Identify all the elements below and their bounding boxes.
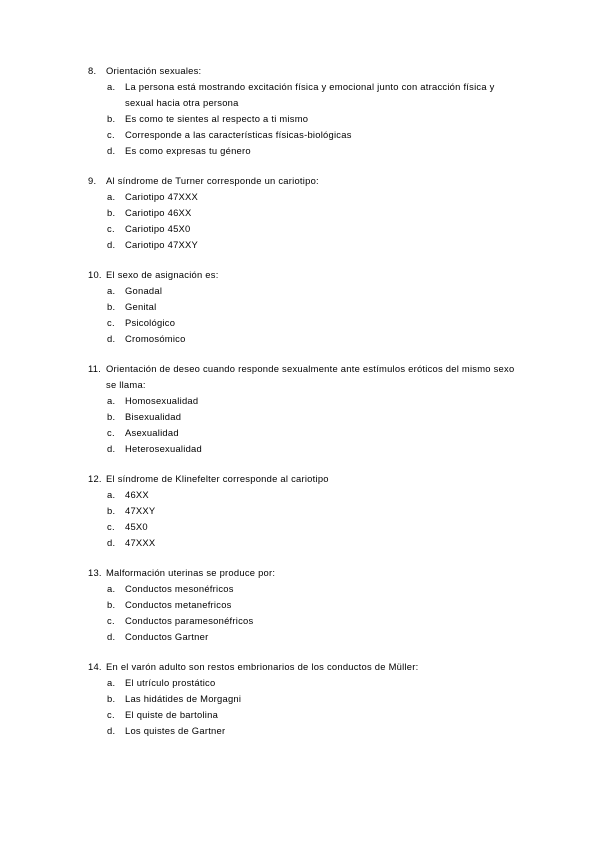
question-header bbox=[88, 361, 518, 393]
option-c bbox=[88, 707, 518, 723]
option-text: Cariotipo 45X0 bbox=[125, 223, 191, 234]
option-letter: b. bbox=[107, 113, 116, 124]
option-list bbox=[88, 675, 518, 739]
option-list bbox=[88, 581, 518, 645]
option-letter: a. bbox=[107, 81, 116, 92]
option-text: Es como expresas tu género bbox=[125, 145, 251, 156]
option-letter: b. bbox=[107, 207, 116, 218]
question-text: Orientación de deseo cuando responde sexualmente ante estímulos eróticos del mismo sexo se llama: bbox=[106, 363, 515, 390]
option-b bbox=[88, 409, 518, 425]
option-d bbox=[88, 723, 518, 739]
option-letter: a. bbox=[107, 489, 116, 500]
option-a bbox=[88, 393, 518, 409]
option-d bbox=[88, 629, 518, 645]
option-list bbox=[88, 393, 518, 457]
option-text: Heterosexualidad bbox=[125, 443, 202, 454]
option-b bbox=[88, 205, 518, 221]
option-text: Conductos mesonéfricos bbox=[125, 583, 234, 594]
option-b bbox=[88, 597, 518, 613]
option-list bbox=[88, 283, 518, 347]
option-text: Asexualidad bbox=[125, 427, 179, 438]
option-letter: d. bbox=[107, 239, 116, 250]
question-14 bbox=[88, 659, 518, 739]
question-text: El sexo de asignación es: bbox=[106, 269, 219, 280]
option-letter: c. bbox=[107, 129, 115, 140]
option-text: Psicológico bbox=[125, 317, 176, 328]
option-text: Gonadal bbox=[125, 285, 163, 296]
question-header bbox=[88, 173, 518, 189]
question-number: 9. bbox=[88, 175, 97, 186]
option-text: 47XXX bbox=[125, 537, 156, 548]
question-header bbox=[88, 471, 518, 487]
option-letter: c. bbox=[107, 709, 115, 720]
option-text: Cariotipo 47XXX bbox=[125, 191, 199, 202]
option-letter: b. bbox=[107, 301, 116, 312]
option-letter: d. bbox=[107, 145, 116, 156]
question-number: 8. bbox=[88, 65, 97, 76]
question-header bbox=[88, 267, 518, 283]
question-11 bbox=[88, 361, 518, 457]
question-number: 13. bbox=[88, 567, 102, 578]
option-text: Cariotipo 47XXY bbox=[125, 239, 199, 250]
option-c bbox=[88, 519, 518, 535]
option-letter: d. bbox=[107, 631, 116, 642]
option-letter: a. bbox=[107, 395, 116, 406]
option-letter: d. bbox=[107, 725, 116, 736]
option-letter: a. bbox=[107, 285, 116, 296]
option-letter: b. bbox=[107, 411, 116, 422]
option-b bbox=[88, 111, 518, 127]
question-12 bbox=[88, 471, 518, 551]
option-text: Conductos paramesonéfricos bbox=[125, 615, 254, 626]
option-d bbox=[88, 143, 518, 159]
option-c bbox=[88, 425, 518, 441]
question-text: Orientación sexuales: bbox=[106, 65, 202, 76]
option-a bbox=[88, 283, 518, 299]
option-letter: a. bbox=[107, 583, 116, 594]
option-letter: c. bbox=[107, 223, 115, 234]
option-text: Conductos Gartner bbox=[125, 631, 209, 642]
option-text: Es como te sientes al respecto a ti mismo bbox=[125, 113, 309, 124]
option-letter: c. bbox=[107, 317, 115, 328]
question-8 bbox=[88, 63, 518, 159]
option-letter: c. bbox=[107, 427, 115, 438]
option-text: La persona está mostrando excitación física y emocional junto con atracción física y sexual hacia otra persona bbox=[125, 81, 495, 108]
question-header bbox=[88, 565, 518, 581]
option-c bbox=[88, 127, 518, 143]
option-text: El quiste de bartolina bbox=[125, 709, 219, 720]
question-9 bbox=[88, 173, 518, 253]
option-letter: b. bbox=[107, 599, 116, 610]
option-letter: d. bbox=[107, 537, 116, 548]
question-header bbox=[88, 659, 518, 675]
option-a bbox=[88, 189, 518, 205]
option-letter: d. bbox=[107, 443, 116, 454]
option-b bbox=[88, 503, 518, 519]
question-text: El síndrome de Klinefelter corresponde al cariotipo bbox=[106, 473, 329, 484]
option-text: Cromosómico bbox=[125, 333, 186, 344]
question-header bbox=[88, 63, 518, 79]
option-letter: b. bbox=[107, 693, 116, 704]
option-c bbox=[88, 315, 518, 331]
option-text: Bisexualidad bbox=[125, 411, 182, 422]
option-text: Corresponde a las características físicas-biológicas bbox=[125, 129, 352, 140]
option-text: 45X0 bbox=[125, 521, 148, 532]
question-10 bbox=[88, 267, 518, 347]
option-a bbox=[88, 675, 518, 691]
option-letter: a. bbox=[107, 677, 116, 688]
option-text: El utrículo prostático bbox=[125, 677, 216, 688]
option-text: Los quistes de Gartner bbox=[125, 725, 226, 736]
option-text: 47XXY bbox=[125, 505, 156, 516]
question-number: 12. bbox=[88, 473, 102, 484]
option-letter: c. bbox=[107, 615, 115, 626]
question-number: 14. bbox=[88, 661, 102, 672]
option-b bbox=[88, 691, 518, 707]
question-13 bbox=[88, 565, 518, 645]
question-text: Malformación uterinas se produce por: bbox=[106, 567, 276, 578]
option-letter: b. bbox=[107, 505, 116, 516]
option-d bbox=[88, 535, 518, 551]
option-text: Cariotipo 46XX bbox=[125, 207, 192, 218]
option-c bbox=[88, 221, 518, 237]
question-number: 10. bbox=[88, 269, 102, 280]
option-text: Conductos metanefricos bbox=[125, 599, 232, 610]
question-text: En el varón adulto son restos embrionarios de los conductos de Müller: bbox=[106, 661, 419, 672]
option-d bbox=[88, 331, 518, 347]
option-a bbox=[88, 487, 518, 503]
option-list bbox=[88, 79, 518, 159]
option-a bbox=[88, 581, 518, 597]
option-letter: c. bbox=[107, 521, 115, 532]
option-text: Homosexualidad bbox=[125, 395, 199, 406]
option-letter: d. bbox=[107, 333, 116, 344]
option-d bbox=[88, 441, 518, 457]
option-letter: a. bbox=[107, 191, 116, 202]
option-text: Genital bbox=[125, 301, 157, 312]
option-text: Las hidátides de Morgagni bbox=[125, 693, 242, 704]
option-list bbox=[88, 487, 518, 551]
option-text: 46XX bbox=[125, 489, 149, 500]
question-text: Al síndrome de Turner corresponde un cariotipo: bbox=[106, 175, 319, 186]
question-number: 11. bbox=[88, 363, 102, 374]
option-b bbox=[88, 299, 518, 315]
option-c bbox=[88, 613, 518, 629]
option-a bbox=[88, 79, 518, 111]
option-d bbox=[88, 237, 518, 253]
option-list bbox=[88, 189, 518, 253]
